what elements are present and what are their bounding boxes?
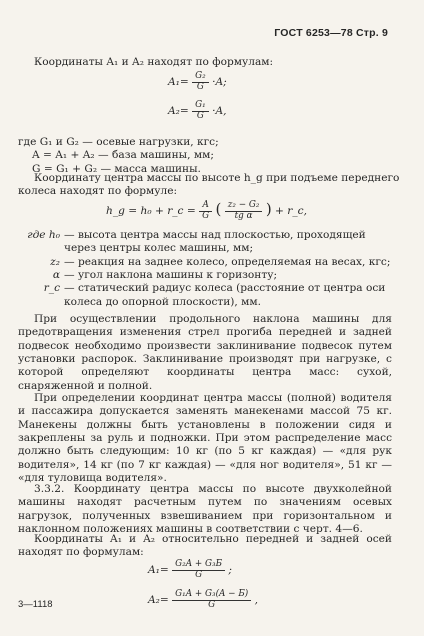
fraction: $\frac{\text{G₁A + G₃(A − Б)}}{G}$ — [172, 590, 251, 610]
definition-row: r_c — статический радиус колеса (расстояние от центра оси колеса до опорной плоскости), мм. — [43, 282, 386, 308]
paragraph-mannequins: При определении координат центра массы (полной) водителя и пассажира допускается заменять манекенами массой 75 кг. Манекены должны быть установлены в положении сидя и закреплены за руль и подножки. При этом распределение масс должно быть следующим: 10 кг (по 5 кг каждая) — «для рук водителя», 14 кг (по 7 кг каждая) — «для ног водителя», 51 кг — «для туловища водителя». — [18, 392, 392, 485]
paragraph-height: Координату центра массы по высоте h_g при подъеме переднего колеса находят по формуле: — [18, 172, 400, 198]
formula-hg: h_g = h₀ + r_c = $\frac{A}{G}$ ( $\frac{\text{z₂ − G₂}}{\text{tg α}}$ ) + r_c, — [106, 199, 307, 221]
definition-row: где h₀ — высота центра массы над плоскостью, проходящей через центры колес машины, мм; — [27, 229, 366, 255]
fraction: $\frac{\text{z₂ − G₂}}{\text{tg α}}$ — [225, 201, 263, 221]
fraction: $\frac{\text{G₂A + G₃Б}}{G}$ — [172, 560, 225, 580]
formula-a2: A₂= $\frac{\text{G₁}}{G}$ ·A, — [168, 100, 227, 121]
paragraph-3-3-2: 3.3.2. Координату центра массы по высоте двухколейной машины находят расчетным путем по значениям осевых нагрузок, полученных взвешиванием при горизонтальном и наклонном положениях машины в соответствии с черт. 4—6. — [18, 483, 392, 536]
page-footer-code: 3—1118 — [18, 599, 53, 610]
paragraph-tilt: При осуществлении продольного наклона машины для предотвращения изменения стрел прогиба передней и задней подвесок необходимо произвести заклинивание подвесок путем установки распорок. Заклинивание производят при нагрузке, с которой определяют координаты центра масс: сухой, снаряженной и полной. — [18, 313, 392, 392]
definition-row: z₂ — реакция на заднее колесо, определяемая на весах, кгс; — [50, 255, 391, 268]
formula-a1-dual: A₁= $\frac{\text{G₂A + G₃Б}}{G}$ ; — [148, 559, 232, 580]
fraction: $\frac{\text{G₁}}{G}$ — [192, 101, 209, 121]
where-block-1: где G₁ и G₂ — осевые нагрузки, кгс; A = A₁ + A₂ — база машины, мм; G = G₁ + G₂ — масса машины. — [18, 136, 219, 175]
intro-text: Координаты A₁ и A₂ находят по формулам: — [34, 56, 274, 68]
fraction: $\frac{\text{G₂}}{G}$ — [192, 72, 209, 92]
formula-a1: A₁= $\frac{\text{G₂}}{G}$ ·A; — [168, 71, 227, 92]
fraction: $\frac{A}{G}$ — [199, 201, 212, 221]
page-header: ГОСТ 6253—78 Стр. 9 — [274, 27, 388, 39]
definitions-list — [18, 229, 394, 309]
definition-row: α — угол наклона машины к горизонту; — [52, 269, 278, 282]
paragraph-coords: Координаты A₁ и A₂ относительно передней и задней осей находят по формулам: — [18, 533, 392, 559]
formula-a2-dual: A₂= $\frac{\text{G₁A + G₃(A − Б)}}{G}$ , — [148, 589, 258, 610]
